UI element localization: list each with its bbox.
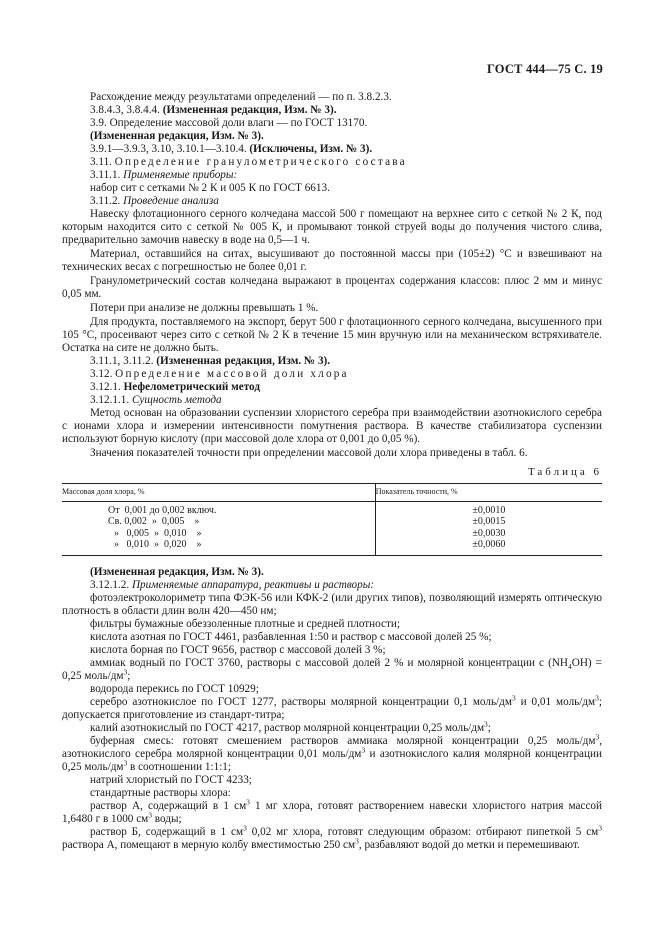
- table-cell-range: Св. 0,002 » 0,005 »: [108, 516, 200, 527]
- clause-number: 3.12.1.1.: [90, 394, 130, 406]
- section-heading: [62, 156, 602, 169]
- subsection-heading: [62, 579, 602, 592]
- accuracy-table: [62, 483, 602, 556]
- text-run: и 0,01 моль/дм: [515, 695, 596, 708]
- superscript: 3: [123, 666, 128, 676]
- paragraph: фильтры бумажные обеззоленные плотные и средней плотности;: [90, 617, 400, 630]
- table-cell-range: » 0,010 » 0,020 »: [62, 539, 375, 555]
- table-cell-value: ±0,0010: [375, 501, 602, 516]
- section-title: Определение массовой доли хлора: [115, 368, 349, 380]
- superscript: 3: [595, 692, 599, 702]
- paragraph: Потери при анализе не должны превышать 1 %.: [90, 302, 319, 314]
- superscript: 3: [355, 835, 359, 845]
- text-run: буферная смесь: готовят смешением растворов аммиака молярной концентрации 0,25 моль/дм: [90, 734, 596, 747]
- paragraph: натрий хлористый по ГОСТ 4233;: [90, 773, 252, 786]
- text-run: , разбавляют водой до метки и перемешивают.: [358, 838, 580, 851]
- subsection-heading: [62, 169, 602, 182]
- paragraph: набор сит с сетками № 2 К и 005 К по ГОСТ 6613.: [90, 182, 330, 194]
- paragraph: [62, 104, 602, 117]
- clause-number: 3.12.1.: [90, 381, 121, 393]
- text-run: раствор А, содержащий в 1 см: [90, 799, 247, 812]
- document-body: [62, 91, 602, 852]
- amendment-note: (Измененная редакция, Изм. № 3).: [90, 130, 264, 142]
- subsection-heading: [62, 394, 602, 407]
- text-run: , азотнокислого серебра молярной концентрации 0,01 моль/дм: [62, 734, 602, 760]
- paragraph: [62, 822, 602, 852]
- paragraph: [62, 718, 602, 735]
- table-row: [62, 501, 602, 516]
- superscript: 3: [123, 757, 128, 767]
- table-header-accuracy: Показатель точности, %: [375, 484, 602, 502]
- subsection-title: Применяемые приборы:: [123, 169, 238, 181]
- clause-number: 3.12.: [90, 368, 113, 380]
- superscript: 3: [511, 692, 516, 702]
- paragraph: Метод основан на образовании суспензии хлористого серебра при взаимодействии азотнокислого серебра с ионами хлора и измерении интенсивности помутнения раствора. В качестве стабилизатора суспензии используют борную кислоту (при массовой доле хлора от 0,001 до 0,05 %).: [62, 407, 602, 445]
- clause-number: 3.11.2.: [90, 195, 121, 207]
- table-cell-range: » 0,005 » 0,010 »: [114, 527, 202, 539]
- paragraph: Для продукта, поставляемого на экспорт, берут 500 г флотационного серного колчедана, высушенного при 105 °С, просеивают через сито с сеткой № 2 К в течение 15 мин вручную или на механическом встряхивателе. Остатка на сите не должно быть.: [62, 316, 602, 354]
- subsection-heading: [62, 195, 602, 208]
- text-run: и азотнокислого калия молярной концентрации 0,25 моль/дм: [62, 747, 602, 773]
- table-cell-value: ±0,0030: [375, 528, 602, 540]
- section-title: Определение гранулометрического состава: [114, 156, 407, 168]
- table-caption: Таблица 6: [527, 466, 602, 478]
- clause-number: 3.8.4.3, 3.8.4.4.: [90, 104, 160, 116]
- text-run: 0,02 мг хлора, готовят следующим образом: отбирают пипеткой 5 см: [246, 825, 599, 838]
- superscript: 3: [595, 731, 600, 741]
- paragraph: Значения показателей точности при определении массовой доли хлора приведены в табл. 6.: [90, 447, 528, 459]
- paragraph: Расхождение между результатами определений — по п. 3.8.2.3.: [90, 91, 392, 103]
- text-run: 1 мг хлора, готовят растворением навески хлористого натрия массой 1,6480 г в 1000 см: [62, 799, 602, 825]
- paragraph: стандартные растворы хлора:: [90, 786, 231, 799]
- text-run: калий азотнокислый по ГОСТ 4217, раствор молярной концентрации 0,25 моль/дм: [90, 721, 485, 734]
- paragraph: Гранулометрический состав колчедана выражают в процентах содержания классов: плюс 2 мм и минус 0,05 мм.: [62, 275, 602, 300]
- paragraph: 3.9. Определение массовой доли влаги — по ГОСТ 13170.: [90, 117, 368, 129]
- text-run: серебро азотнокислое по ГОСТ 1277, растворы молярной концентрации 0,1 моль/дм: [90, 695, 512, 708]
- table-cell-range: От 0,001 до 0,002 включ.: [108, 504, 217, 516]
- paragraph: фотоэлектроколориметр типа ФЭК-56 или КФК-2 (или других типов), позволяющий измерять оптическую плотность в области длин волн 420—450 нм;: [62, 591, 602, 617]
- superscript: 3: [246, 796, 250, 806]
- subsection-title: Сущность метода: [131, 394, 222, 406]
- superscript: 3: [598, 822, 602, 832]
- text-run: воды;: [152, 812, 182, 825]
- paragraph: [62, 143, 602, 156]
- clause-number: 3.11.: [90, 156, 112, 168]
- table-cell-value: ±0,0060: [375, 539, 602, 555]
- paragraph: Материал, оставшийся на ситах, высушивают до постоянной массы при (105±2) °С и взвешивают на технических весах с погрешностью не более 0,01 г.: [62, 248, 602, 273]
- text-run: раствора А, помещают в мерную колбу вместимостью 250 см: [62, 838, 356, 851]
- amendment-note: (Измененная редакция, Изм. № 3).: [156, 355, 331, 367]
- paragraph: Навеску флотационного серного колчедана массой 500 г помещают на верхнее сито с сеткой № 2 К, под которым находится сито с сеткой № 005 К, и промывают тонкой струей воды до получения чистого слива, предварительно замочив навеску в воде на 0,5—1 ч.: [62, 208, 602, 246]
- paragraph: [62, 796, 602, 826]
- clause-number: 3.11.1.: [90, 169, 121, 181]
- subsection-heading: [62, 381, 602, 394]
- paragraph: [62, 355, 602, 368]
- paragraph: [62, 731, 602, 774]
- clause-number: 3.11.1, 3.11.2.: [90, 355, 154, 367]
- table-row: [62, 516, 602, 528]
- subsection-title: Нефелометрический метод: [123, 381, 260, 393]
- paragraph: [62, 692, 602, 722]
- table-header-chlorine: Массовая доля хлора, %: [62, 484, 375, 502]
- table-cell-value: ±0,0015: [375, 516, 602, 528]
- text-run: ;: [487, 721, 491, 734]
- subsection-title: Применяемые аппаратура, реактивы и растворы:: [131, 578, 375, 591]
- subsection-title: Проведение анализа: [123, 195, 219, 207]
- table-row: [62, 528, 602, 540]
- text-run: аммиак водный по ГОСТ 3760, растворы с массовой долей 2 % и молярной концентрации c (NH: [90, 656, 568, 669]
- superscript: 3: [148, 809, 152, 819]
- superscript: 3: [484, 718, 488, 728]
- text-run: ; допускается приготовление из стандарт-титра;: [62, 695, 602, 721]
- amendment-note: (Исключены, Изм. № 3).: [249, 143, 373, 155]
- clause-number: 3.12.1.2.: [90, 578, 130, 591]
- section-heading: [62, 368, 602, 381]
- clause-number: 3.9.1—3.9.3, 3.10, 3.10.1—3.10.4.: [90, 143, 247, 155]
- text-run: в соотношении 1:1:1;: [127, 760, 232, 773]
- page-header: ГОСТ 444—75 С. 19: [486, 62, 603, 76]
- paragraph: водорода перекись по ГОСТ 10929;: [90, 682, 259, 695]
- text-run: раствор Б, содержащий в 1 см: [90, 825, 244, 838]
- table-row: [62, 539, 602, 555]
- paragraph: кислота азотная по ГОСТ 4461, разбавленная 1:50 и раствор с массовой долей 25 %;: [90, 630, 492, 643]
- text-run: ;: [127, 669, 131, 682]
- superscript: 3: [361, 744, 366, 754]
- amendment-note: (Измененная редакция, Изм. № 3).: [90, 565, 264, 578]
- paragraph: кислота борная по ГОСТ 9656, раствор с массовой долей 3 %;: [90, 643, 386, 656]
- superscript: 3: [243, 822, 247, 832]
- amendment-note: (Измененная редакция, Изм. № 3).: [162, 104, 337, 116]
- text-run: OH) = 0,25 моль/дм: [62, 656, 602, 682]
- subscript: 4: [567, 661, 572, 671]
- paragraph: [62, 657, 602, 683]
